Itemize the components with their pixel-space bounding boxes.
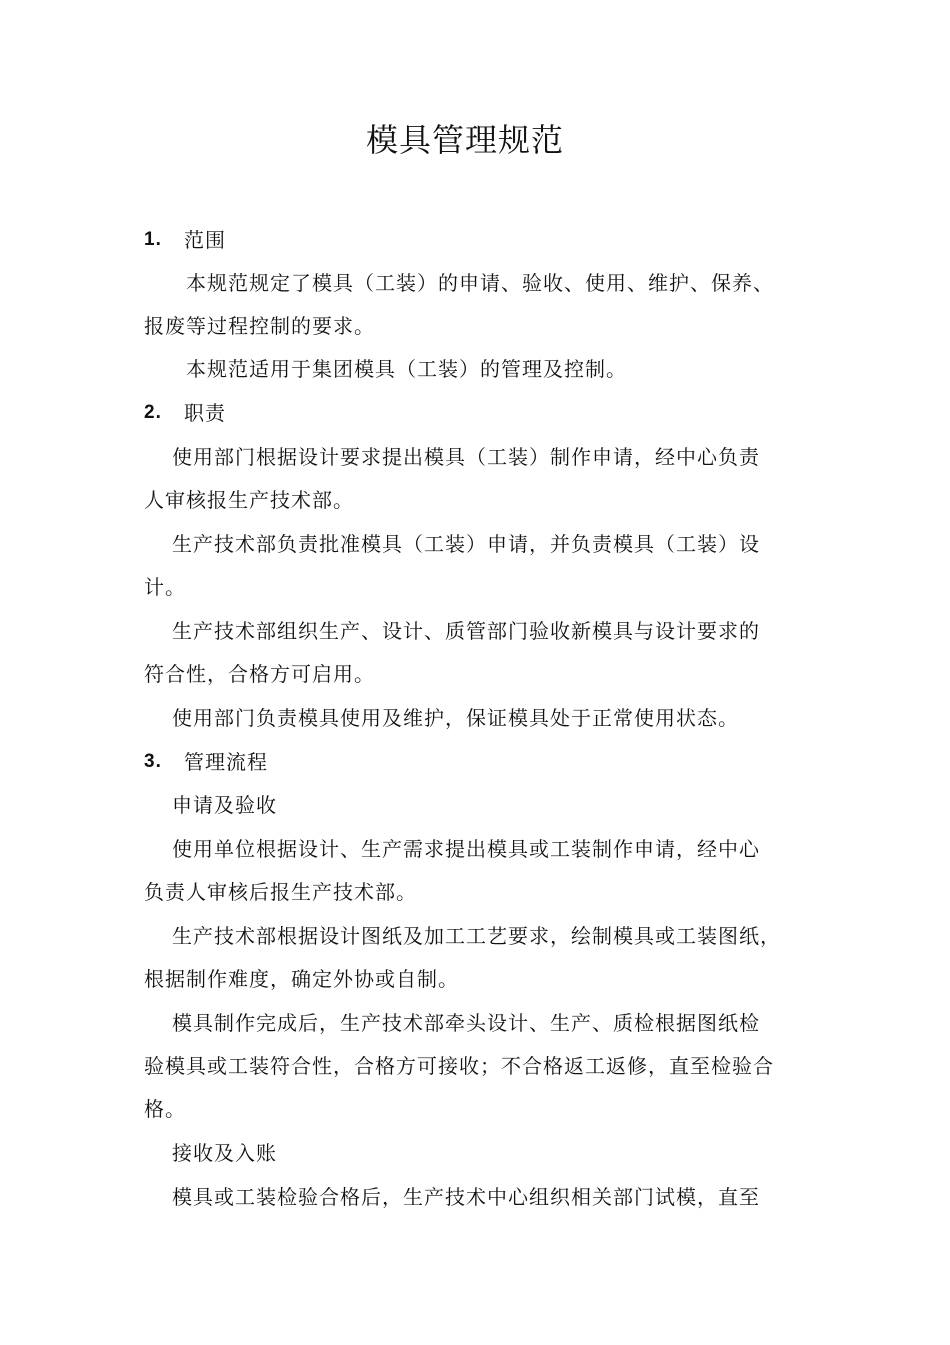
subheading: 申请及验收 bbox=[172, 793, 277, 817]
section-number: 2. bbox=[144, 402, 162, 423]
paragraph-line: 生产技术部根据设计图纸及加工工艺要求，绘制模具或工装图纸， bbox=[172, 924, 781, 948]
section-title: 管理流程 bbox=[184, 750, 268, 774]
section-number: 1. bbox=[144, 229, 162, 250]
paragraph-line: 人审核报生产技术部。 bbox=[144, 488, 354, 512]
paragraph-line: 本规范适用于集团模具（工装）的管理及控制。 bbox=[186, 357, 627, 381]
paragraph-line: 本规范规定了模具（工装）的申请、验收、使用、维护、保养、 bbox=[186, 271, 774, 295]
paragraph-line: 模具制作完成后，生产技术部牵头设计、生产、质检根据图纸检 bbox=[172, 1011, 760, 1035]
paragraph-line: 生产技术部负责批准模具（工装）申请，并负责模具（工装）设 bbox=[172, 532, 760, 556]
paragraph-line: 格。 bbox=[144, 1097, 186, 1121]
paragraph-line: 计。 bbox=[144, 575, 186, 599]
paragraph-line: 验模具或工装符合性，合格方可接收；不合格返工返修，直至检验合 bbox=[144, 1054, 774, 1078]
paragraph-line: 根据制作难度，确定外协或自制。 bbox=[144, 967, 459, 991]
section-heading-process bbox=[144, 748, 268, 776]
section-heading-scope bbox=[144, 226, 226, 254]
subheading: 接收及入账 bbox=[172, 1141, 277, 1165]
paragraph-line: 生产技术部组织生产、设计、质管部门验收新模具与设计要求的 bbox=[172, 619, 760, 643]
paragraph-line: 使用单位根据设计、生产需求提出模具或工装制作申请，经中心 bbox=[172, 837, 760, 861]
section-title: 职责 bbox=[184, 401, 226, 425]
paragraph-line: 模具或工装检验合格后，生产技术中心组织相关部门试模，直至 bbox=[172, 1185, 760, 1209]
section-number: 3. bbox=[144, 751, 162, 772]
paragraph-line: 符合性，合格方可启用。 bbox=[144, 662, 375, 686]
section-title: 范围 bbox=[184, 228, 226, 252]
paragraph-line: 使用部门根据设计要求提出模具（工装）制作申请，经中心负责 bbox=[172, 445, 760, 469]
document-title: 模具管理规范 bbox=[365, 121, 564, 159]
paragraph-line: 使用部门负责模具使用及维护，保证模具处于正常使用状态。 bbox=[172, 706, 739, 730]
paragraph-line: 报废等过程控制的要求。 bbox=[144, 314, 375, 338]
section-heading-duties bbox=[144, 399, 226, 427]
paragraph-line: 负责人审核后报生产技术部。 bbox=[144, 880, 417, 904]
